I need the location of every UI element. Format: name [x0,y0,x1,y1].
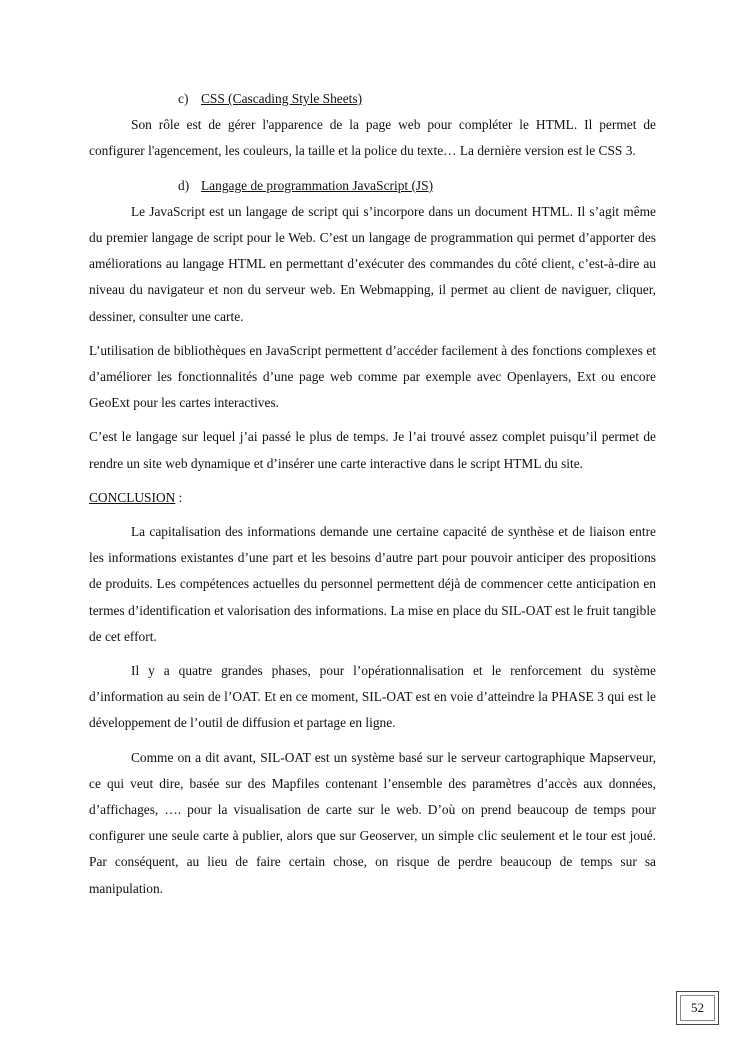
section-d-heading [89,173,656,199]
section-d-body: Le JavaScript est un langage de script qui s’incorpore dans un document HTML. Il s’agit même du premier langage de script pour le Web. C’est un langage de programmation qui permet d’apporter des améliorations au langage HTML en permettant d’exécuter des commandes du côté client, c’est-à-dire au niveau du navigateur et non du serveur web. En Webmapping, il permet au client de naviguer, cliquer, dessiner, consulter une carte. [89,203,656,324]
document-page [89,86,656,902]
section-d-para3: C’est le langage sur lequel j’ai passé le plus de temps. Je l’ai trouvé assez complet puisqu’il permet de rendre un site web dynamique et d’insérer une carte interactive dans le script HTML du site. [89,429,656,471]
conclusion-suffix: : [175,489,183,505]
page-number-box [676,991,719,1025]
conclusion-label: CONCLUSION [89,489,176,505]
section-d-para2: L’utilisation de bibliothèques en JavaScript permettent d’accéder facilement à des fonctions complexes et d’améliorer les fonctionnalités d’une page web comme par exemple avec Openlayers, Ext ou encore GeoExt pour les cartes interactives. [89,342,656,411]
conclusion-paragraph-2: Il y a quatre grandes phases, pour l’opérationnalisation et le renforcement du système d’information au sein de l’OAT. Et en ce moment, SIL-OAT est en voie d’atteindre la PHASE 3 qui est le développement de l’outil de diffusion et partage en ligne. [89,663,656,731]
section-c-title: CSS (Cascading Style Sheets) [201,91,363,106]
section-d-title: Langage de programmation JavaScript (JS) [201,177,434,193]
section-c-heading [89,86,656,112]
conclusion-paragraph-1: La capitalisation des informations demande une certaine capacité de synthèse et de liaison entre les informations existantes d’une part et les besoins d’autre part pour pouvoir anticiper des propositions de produits. Les compétences actuelles du personnel permettent déjà de commencer cette anticipation en termes d’identification et valorisation des informations. La mise en place du SIL-OAT est le fruit tangible de cet effort. [89,524,656,644]
section-c-letter: c) [178,91,189,106]
section-c-body: Son rôle est de gérer l'apparence de la page web pour compléter le HTML. Il permet de configurer l'agencement, les couleurs, la taille et la police du texte… La dernière version est le CSS 3. [89,117,656,159]
section-d-letter: d) [178,177,190,193]
conclusion-heading [89,485,656,511]
page-number: 52 [691,1000,704,1015]
conclusion-paragraph-3: Comme on a dit avant, SIL-OAT est un système basé sur le serveur cartographique Mapserveur, ce qui veut dire, basée sur des Mapfiles contenant l’ensemble des paramètres d’accès aux données, d’affichages, …. pour la visualisation de carte sur le web. D’où on prend beaucoup de temps pour configurer une seule carte à publier, alors que sur Geoserver, un simple clic seulement et le tour est joué. Par conséquent, au lieu de faire certain chose, on risque de perdre beaucoup de temps sur sa manipulation. [89,749,656,896]
